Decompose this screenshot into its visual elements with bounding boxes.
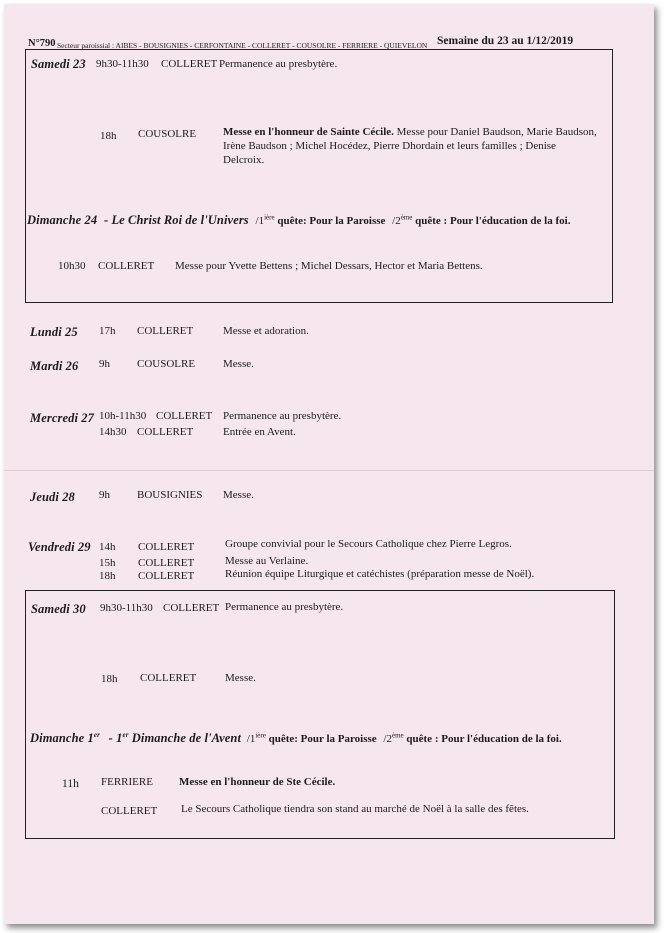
- event-place: COLLERET: [140, 672, 197, 684]
- event-text: Messe.: [223, 358, 254, 370]
- event-title: Messe en l'honneur de Sainte Cécile.: [223, 126, 394, 138]
- event-time: 9h: [99, 489, 110, 501]
- event-place: COLLERET: [98, 260, 155, 272]
- event-text: Permanence au presbytère.: [225, 601, 344, 613]
- event-place: BOUSIGNIES: [137, 489, 203, 501]
- day-lundi-25: Lundi 25: [30, 325, 78, 339]
- event-text: Messe.: [225, 672, 256, 684]
- event-time: 10h-11h30: [99, 410, 147, 422]
- event-time: 11h: [62, 778, 79, 790]
- day-vendredi-29: Vendredi 29: [28, 540, 91, 554]
- event-text: Messe en l'honneur de Sainte Cécile. Messe pour Daniel Baudson, Marie Baudson,: [223, 126, 597, 138]
- weekend-box-2: [25, 590, 615, 839]
- event-text: Messe pour Yvette Bettens ; Michel Dessars, Hector et Maria Bettens.: [175, 260, 483, 272]
- event-place: COLLERET: [101, 805, 158, 817]
- event-time: 18h: [99, 570, 116, 582]
- event-time: 14h30: [99, 426, 127, 438]
- event-text: Permanence au presbytère.: [219, 58, 338, 70]
- event-time: 14h: [99, 541, 116, 553]
- event-place: COLLERET: [138, 570, 195, 582]
- event-title: Messe en l'honneur de Ste Cécile.: [179, 776, 336, 788]
- collection-1: quête: Pour la Paroisse: [268, 733, 377, 745]
- day-samedi-30: Samedi 30: [31, 602, 86, 616]
- event-time: 9h30-11h30: [100, 602, 153, 614]
- sunday-line: Dimanche 24 - Le Christ Roi de l'Univers $/1^{ière}$ quête: Pour la Paroisse /2ème quête : Pour l'éducation de la foi.: [27, 213, 571, 227]
- day-jeudi-28: Jeudi 28: [30, 490, 75, 504]
- event-place: COLLERET: [137, 426, 194, 438]
- event-text: Entrée en Avent.: [223, 426, 296, 438]
- week-range: Semaine du 23 au 1/12/2019: [437, 35, 574, 47]
- event-time: 9h30-11h30: [96, 58, 149, 70]
- day-dimanche-24: Dimanche 24: [27, 213, 98, 227]
- event-time: 18h: [100, 130, 117, 142]
- event-text: Messe.: [223, 489, 254, 501]
- bulletin-page: [4, 4, 654, 924]
- event-time: 9h: [99, 358, 110, 370]
- event-place: COLLERET: [138, 541, 195, 553]
- sunday-line: Dimanche 1er - 1er Dimanche de l'Avent $/1^{ière}$ quête: Pour la Paroisse /2ème quête : Pour l'éducation de la foi.: [30, 730, 562, 745]
- feast-name: - 1er Dimanche de l'Avent: [108, 730, 242, 745]
- event-time: 18h: [101, 673, 118, 685]
- event-text-line: Delcroix.: [223, 154, 265, 166]
- event-text: Groupe convivial pour le Secours Catholique chez Pierre Legros.: [225, 538, 512, 550]
- day-samedi-23: Samedi 23: [31, 57, 86, 71]
- event-place: COLLERET: [163, 602, 220, 614]
- day-mardi-26: Mardi 26: [30, 359, 79, 373]
- collection-1: quête: Pour la Paroisse: [277, 215, 386, 227]
- event-text: Messe au Verlaine.: [225, 555, 309, 567]
- event-text: Permanence au presbytère.: [223, 410, 342, 422]
- collection-2: quête : Pour l'éducation de la foi.: [406, 733, 562, 745]
- day-mercredi-27: Mercredi 27: [30, 411, 94, 425]
- event-time: 17h: [99, 325, 116, 337]
- event-place: COLLERET: [161, 58, 218, 70]
- event-text-line: Irène Baudson ; Michel Hocédez, Pierre Dhordain et leurs familles ; Denise: [223, 140, 556, 152]
- day-dimanche-1: Dimanche 1er: [30, 730, 100, 745]
- event-place: COUSOLRE: [137, 358, 196, 370]
- event-place: FERRIERE: [101, 776, 153, 788]
- event-place: COLLERET: [156, 410, 213, 422]
- event-place: COLLERET: [138, 557, 195, 569]
- feast-name: - Le Christ Roi de l'Univers: [103, 213, 249, 227]
- event-text: Réunion équipe Liturgique et catéchistes (préparation messe de Noël).: [225, 568, 535, 580]
- event-text: Le Secours Catholique tiendra son stand au marché de Noël à la salle des fêtes.: [181, 803, 529, 815]
- event-time: 10h30: [58, 260, 86, 272]
- event-place: COUSOLRE: [138, 128, 197, 140]
- sector-list: Secteur paroissial : AIBES - BOUSIGNIES - CERFONTAINE - COLLERET - COUSOLRE - FERRIERE - QUIEVELON: [57, 41, 428, 50]
- fold-line: [4, 470, 654, 471]
- event-time: 15h: [99, 557, 116, 569]
- collection-2: quête : Pour l'éducation de la foi.: [415, 215, 571, 227]
- event-place: COLLERET: [137, 325, 194, 337]
- bulletin-number: N°790: [28, 38, 56, 49]
- event-text: Messe et adoration.: [223, 325, 309, 337]
